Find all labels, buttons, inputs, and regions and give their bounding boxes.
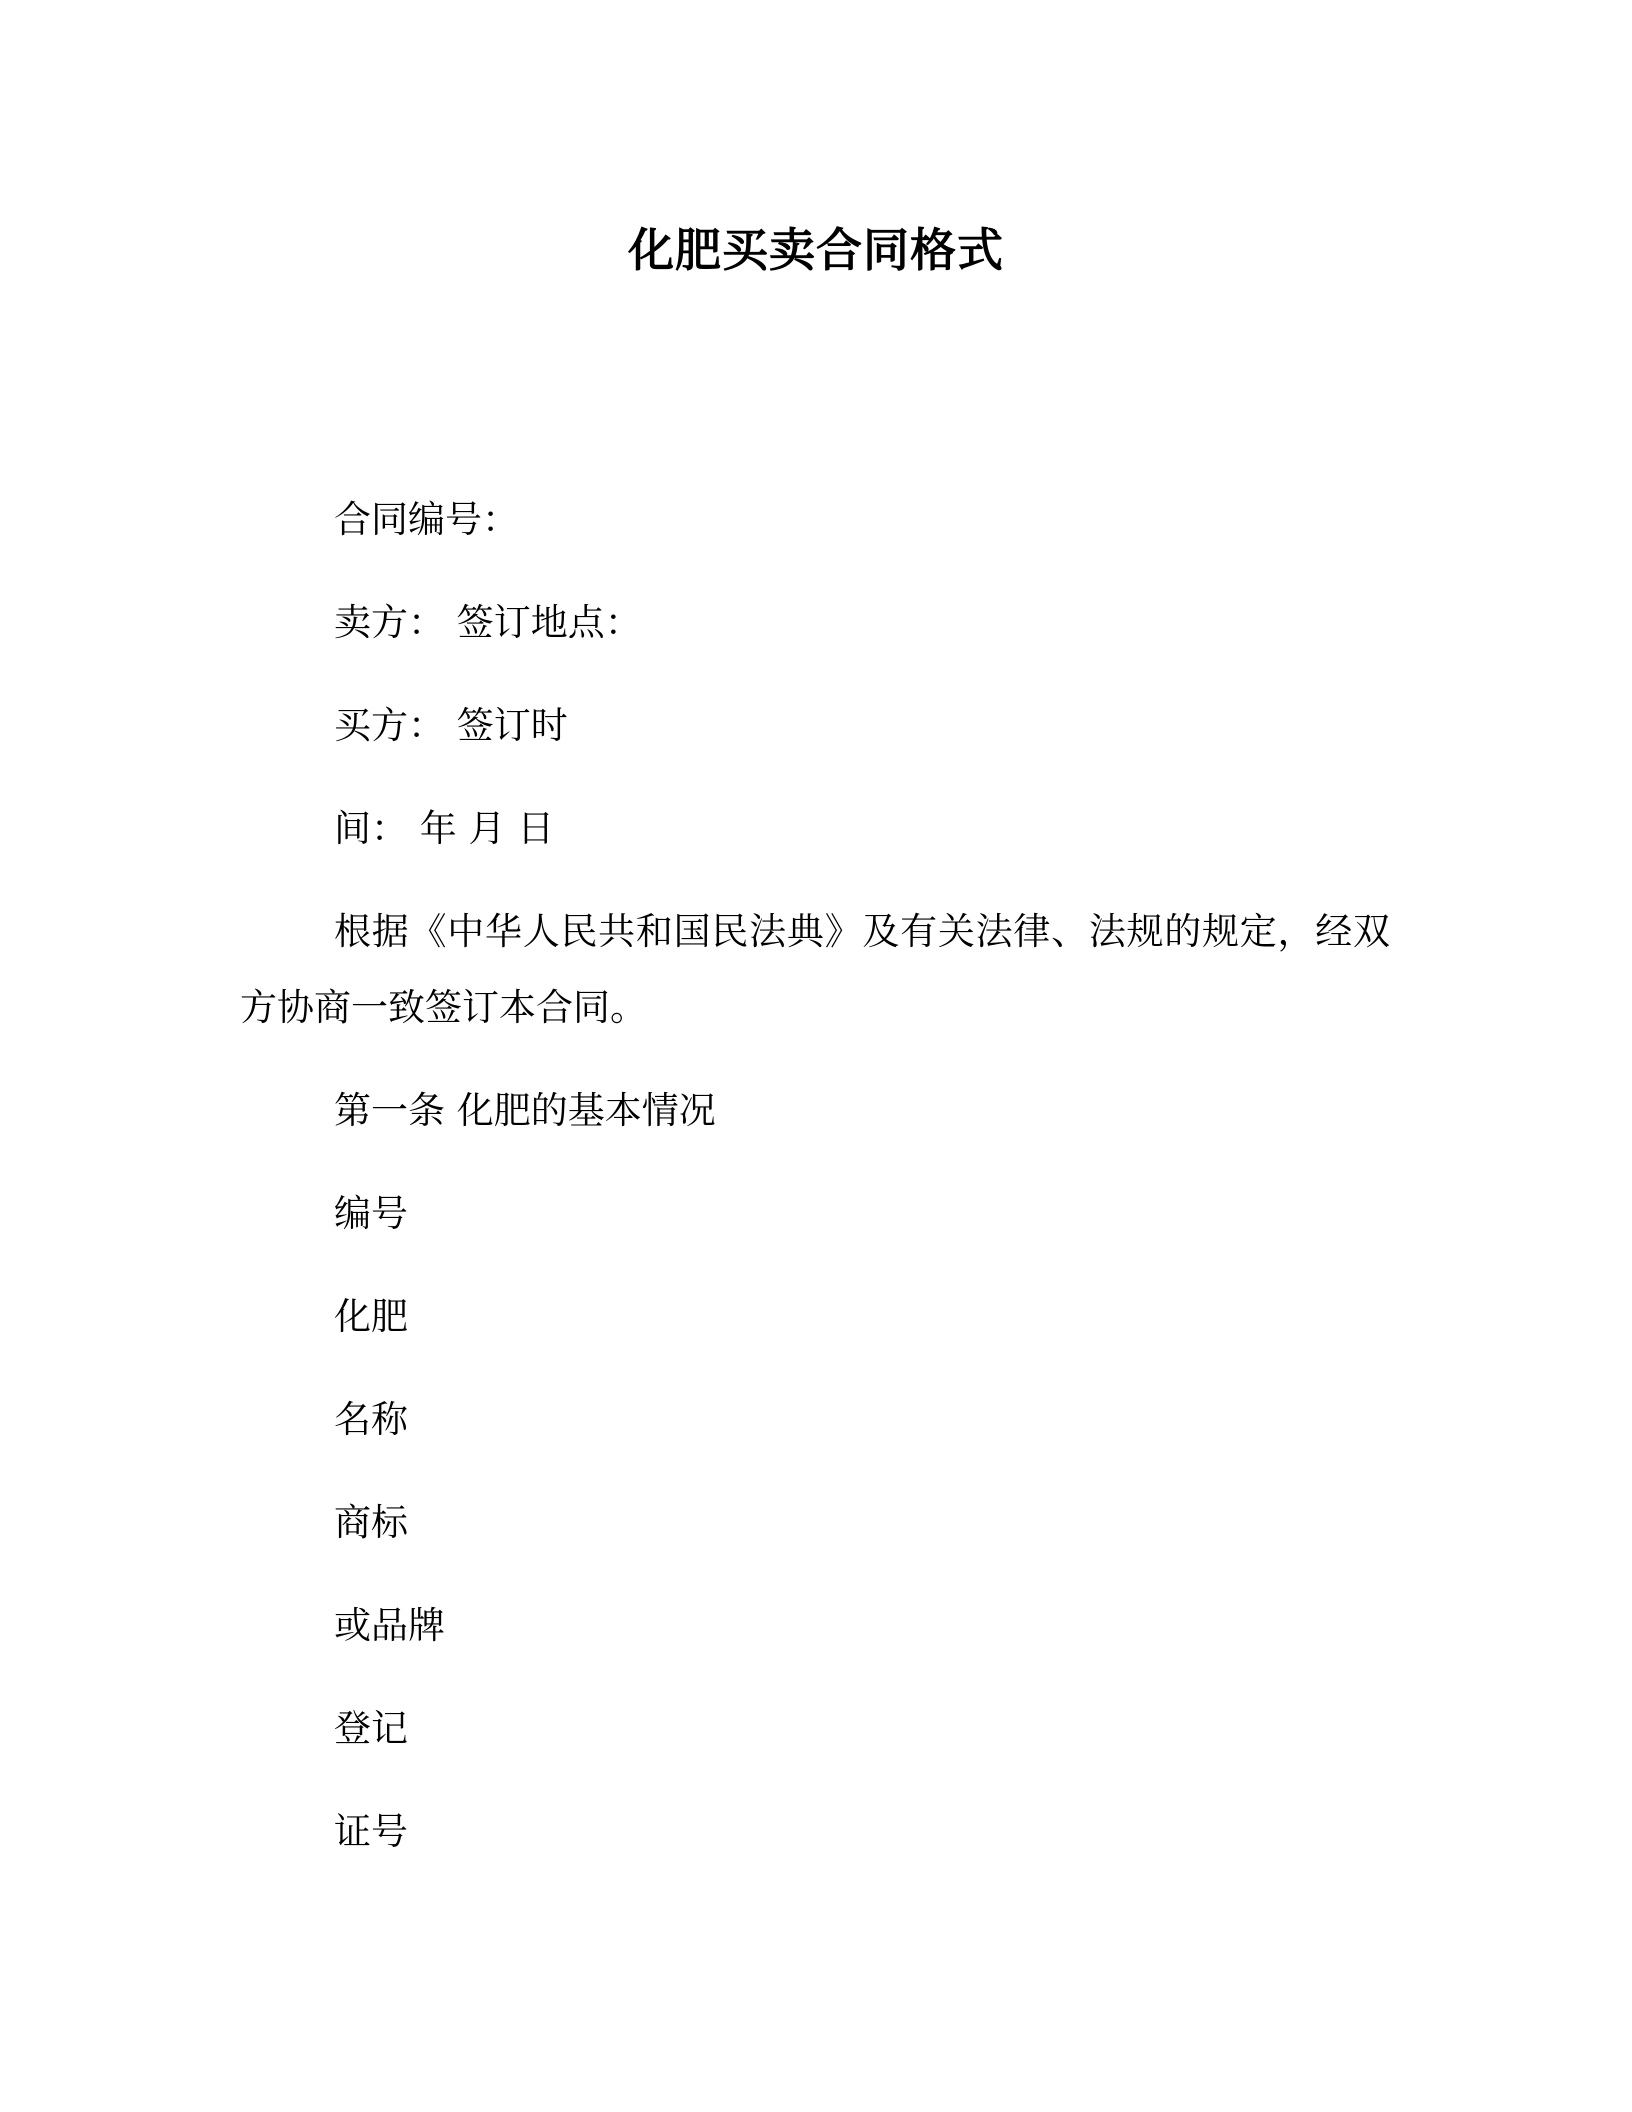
term-trademark: 商标: [334, 1501, 408, 1544]
term-name: 名称: [334, 1398, 408, 1441]
article-1-heading: 第一条 化肥的基本情况: [334, 1089, 716, 1132]
document-title: 化肥买卖合同格式: [628, 223, 1004, 277]
term-number: 编号: [334, 1192, 408, 1235]
buyer-signing-time-line: 买方： 签订时: [334, 704, 568, 747]
term-or-brand: 或品牌: [334, 1604, 445, 1647]
contract-number-line: 合同编号：: [334, 498, 519, 541]
term-fertilizer: 化肥: [334, 1295, 408, 1338]
term-registration: 登记: [334, 1707, 408, 1750]
seller-signing-place-line: 卖方： 签订地点：: [334, 601, 642, 644]
intro-paragraph: 根据《中华人民共和国民法典》及有关法律、法规的规定，经双方协商一致签订本合同。: [240, 910, 1390, 1029]
term-certificate-number: 证号: [334, 1810, 408, 1853]
signing-date-line: 间： 年 月 日: [334, 807, 555, 850]
